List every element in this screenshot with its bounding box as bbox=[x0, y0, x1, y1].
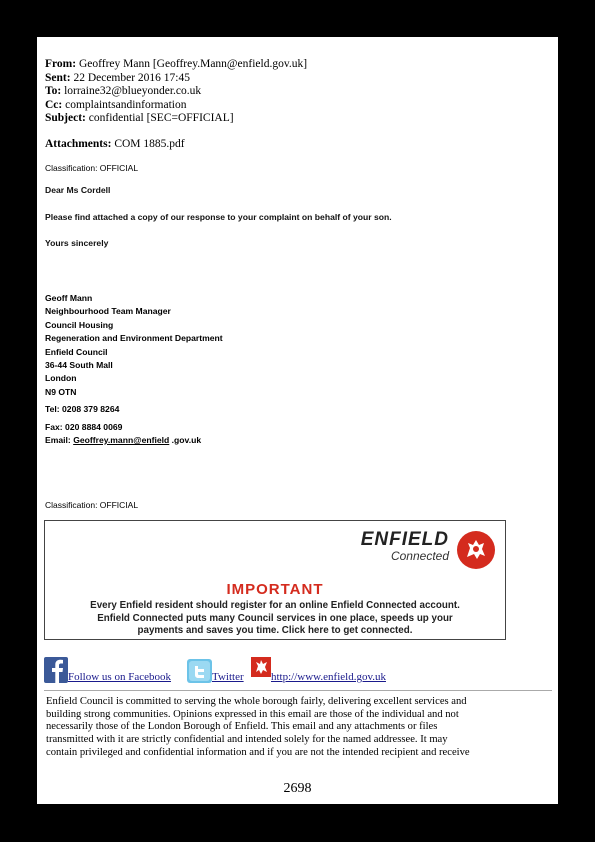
attachment-file[interactable]: COM 1885.pdf bbox=[114, 138, 185, 150]
banner-text: Every Enfield resident should register for an online Enfield Connected account. Enfield Connected puts many Council services in one place, speeds up your payments and saves you time. Click here to get connected. bbox=[90, 600, 460, 636]
enfield-connected-banner[interactable] bbox=[44, 520, 506, 640]
page-number: 2698 bbox=[283, 781, 312, 796]
signature-block bbox=[45, 292, 223, 447]
signature-organisation: Enfield Council bbox=[45, 346, 108, 357]
enfield-brand bbox=[361, 530, 449, 562]
sent-line: Sent: 22 December 2016 17:45 bbox=[45, 71, 191, 84]
signature-team: Council Housing bbox=[45, 319, 114, 330]
footer-divider bbox=[44, 690, 552, 691]
subject-line: Subject: confidential [SEC=OFFICIAL] bbox=[45, 112, 234, 124]
twitter-icon[interactable] bbox=[187, 659, 212, 683]
twitter-link[interactable]: Twitter bbox=[212, 671, 244, 683]
enfield-logo-icon[interactable] bbox=[251, 657, 271, 677]
brand-subtitle: Connected bbox=[390, 549, 449, 563]
signature-email: Email: Geoffrey.mann@enfield .gov.uk bbox=[45, 434, 202, 445]
email-header bbox=[45, 58, 307, 126]
sent-value: 22 December 2016 17:45 bbox=[73, 71, 191, 84]
classification-top: Classification: OFFICIAL bbox=[45, 163, 139, 173]
attachments-line: Attachments: COM 1885.pdf bbox=[45, 138, 185, 150]
signature-title: Neighbourhood Team Manager bbox=[45, 306, 171, 317]
signature-city: London bbox=[45, 373, 77, 384]
closing: Yours sincerely bbox=[45, 238, 109, 248]
cc-value: complaintsandinformation bbox=[65, 98, 187, 111]
facebook-link[interactable]: Follow us on Facebook bbox=[68, 671, 171, 683]
enfield-logo-icon bbox=[456, 530, 496, 570]
to-value: lorraine32@blueyonder.co.uk bbox=[64, 85, 202, 97]
subject-value: confidential [SEC=OFFICIAL] bbox=[88, 112, 234, 124]
website-link[interactable]: http://www.enfield.gov.uk bbox=[271, 671, 386, 683]
signature-department: Regeneration and Environment Department bbox=[45, 333, 223, 344]
signature-tel: Tel: 0208 379 8264 bbox=[45, 404, 120, 415]
classification-bottom: Classification: OFFICIAL bbox=[45, 500, 139, 510]
cc-line: Cc: complaintsandinformation bbox=[45, 98, 187, 111]
from-line: From: Geoffrey Mann [Geoffrey.Mann@enfield.gov.uk] bbox=[45, 58, 308, 70]
facebook-icon[interactable] bbox=[44, 657, 68, 683]
legal-disclaimer: Enfield Council is committed to serving the whole borough fairly, delivering excellent services and building strong communities. Opinions expressed in this email are those of the individual and not necessarily those of the London Borough of Enfield. This email and any attachments or files transmitted with it are strictly confidential and intended solely for the named addressee. It may contain privileged and confidential information and if you are not the intended recipient and receive bbox=[46, 696, 470, 758]
document-page bbox=[37, 37, 558, 804]
greeting: Dear Ms Cordell bbox=[45, 185, 111, 195]
from-value: Geoffrey Mann [Geoffrey.Mann@enfield.gov.uk] bbox=[78, 58, 308, 70]
to-line: To: lorraine32@blueyonder.co.uk bbox=[45, 85, 202, 97]
signature-email-link[interactable]: Geoffrey.mann@enfield bbox=[73, 434, 170, 445]
message-body: Please find attached a copy of our response to your complaint on behalf of your son. bbox=[45, 212, 392, 222]
important-heading: IMPORTANT bbox=[226, 581, 324, 598]
brand-name: ENFIELD bbox=[360, 529, 449, 550]
signature-fax: Fax: 020 8884 0069 bbox=[45, 421, 123, 432]
signature-postcode: N9 OTN bbox=[45, 386, 77, 397]
signature-address: 36-44 South Mall bbox=[45, 359, 113, 370]
signature-name: Geoff Mann bbox=[45, 293, 93, 303]
